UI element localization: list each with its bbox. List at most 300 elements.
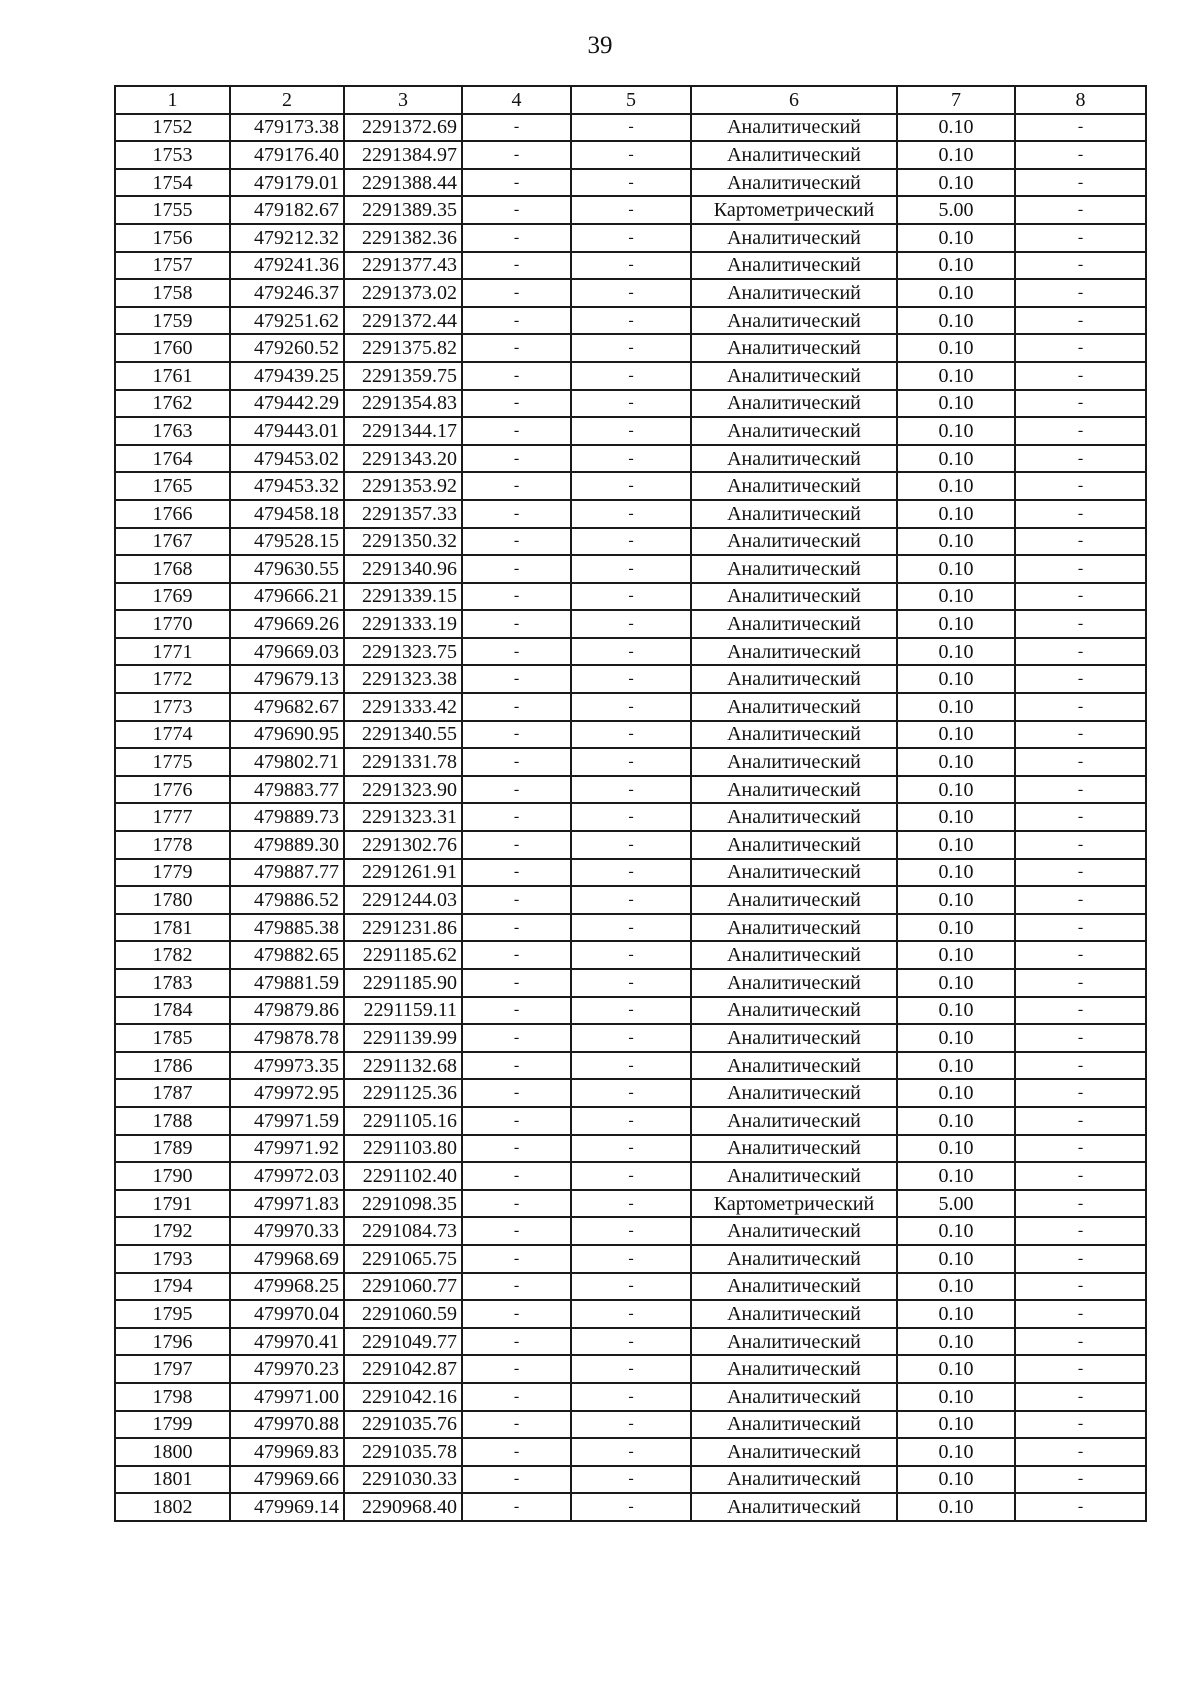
cell-method: Аналитический — [691, 224, 897, 252]
cell-x-coordinate: 479443.01 — [230, 417, 344, 445]
cell-point-number: 1782 — [115, 941, 230, 969]
cell-col-8: - — [1015, 1493, 1146, 1521]
cell-method: Аналитический — [691, 748, 897, 776]
cell-method: Аналитический — [691, 803, 897, 831]
cell-col-8: - — [1015, 748, 1146, 776]
cell-x-coordinate: 479889.30 — [230, 831, 344, 859]
cell-method: Аналитический — [691, 417, 897, 445]
cell-method: Аналитический — [691, 1328, 897, 1356]
cell-method: Аналитический — [691, 831, 897, 859]
table-body — [115, 114, 1146, 1521]
cell-y-coordinate: 2291323.90 — [344, 776, 462, 804]
cell-method: Аналитический — [691, 1162, 897, 1190]
cell-method: Аналитический — [691, 362, 897, 390]
cell-method: Аналитический — [691, 1273, 897, 1301]
cell-col-4: - — [462, 610, 571, 638]
cell-col-4: - — [462, 1079, 571, 1107]
cell-accuracy: 0.10 — [897, 1383, 1015, 1411]
cell-col-5: - — [571, 1217, 691, 1245]
table-row — [115, 1190, 1146, 1218]
cell-col-5: - — [571, 1383, 691, 1411]
cell-accuracy: 0.10 — [897, 417, 1015, 445]
cell-method: Аналитический — [691, 169, 897, 197]
cell-col-8: - — [1015, 1024, 1146, 1052]
cell-accuracy: 0.10 — [897, 1411, 1015, 1439]
cell-col-5: - — [571, 224, 691, 252]
cell-accuracy: 0.10 — [897, 1024, 1015, 1052]
cell-y-coordinate: 2291102.40 — [344, 1162, 462, 1190]
cell-col-8: - — [1015, 1355, 1146, 1383]
cell-accuracy: 0.10 — [897, 914, 1015, 942]
cell-col-8: - — [1015, 914, 1146, 942]
cell-col-8: - — [1015, 1411, 1146, 1439]
cell-accuracy: 0.10 — [897, 334, 1015, 362]
cell-point-number: 1765 — [115, 472, 230, 500]
cell-point-number: 1764 — [115, 445, 230, 473]
table-row — [115, 1245, 1146, 1273]
cell-y-coordinate: 2291333.19 — [344, 610, 462, 638]
cell-point-number: 1756 — [115, 224, 230, 252]
cell-col-8: - — [1015, 362, 1146, 390]
cell-accuracy: 0.10 — [897, 307, 1015, 335]
cell-y-coordinate: 2291159.11 — [344, 997, 462, 1025]
cell-col-5: - — [571, 1438, 691, 1466]
cell-col-5: - — [571, 1328, 691, 1356]
cell-col-5: - — [571, 886, 691, 914]
cell-col-5: - — [571, 334, 691, 362]
table-row — [115, 362, 1146, 390]
cell-method: Аналитический — [691, 1052, 897, 1080]
cell-method: Аналитический — [691, 665, 897, 693]
cell-col-4: - — [462, 583, 571, 611]
cell-accuracy: 5.00 — [897, 1190, 1015, 1218]
cell-col-8: - — [1015, 1245, 1146, 1273]
cell-col-4: - — [462, 362, 571, 390]
table-row — [115, 1383, 1146, 1411]
cell-accuracy: 0.10 — [897, 528, 1015, 556]
column-header-8: 8 — [1015, 86, 1146, 114]
cell-col-5: - — [571, 583, 691, 611]
cell-x-coordinate: 479881.59 — [230, 969, 344, 997]
table-row — [115, 997, 1146, 1025]
cell-method: Аналитический — [691, 141, 897, 169]
table-row — [115, 1052, 1146, 1080]
cell-x-coordinate: 479971.92 — [230, 1135, 344, 1163]
cell-accuracy: 0.10 — [897, 445, 1015, 473]
cell-accuracy: 0.10 — [897, 997, 1015, 1025]
cell-col-4: - — [462, 1466, 571, 1494]
cell-x-coordinate: 479442.29 — [230, 390, 344, 418]
cell-accuracy: 0.10 — [897, 748, 1015, 776]
cell-y-coordinate: 2291231.86 — [344, 914, 462, 942]
cell-col-8: - — [1015, 224, 1146, 252]
cell-y-coordinate: 2291343.20 — [344, 445, 462, 473]
cell-method: Аналитический — [691, 914, 897, 942]
cell-point-number: 1778 — [115, 831, 230, 859]
cell-point-number: 1786 — [115, 1052, 230, 1080]
cell-y-coordinate: 2291323.75 — [344, 638, 462, 666]
cell-accuracy: 0.10 — [897, 583, 1015, 611]
cell-x-coordinate: 479879.86 — [230, 997, 344, 1025]
cell-x-coordinate: 479972.95 — [230, 1079, 344, 1107]
cell-x-coordinate: 479439.25 — [230, 362, 344, 390]
cell-x-coordinate: 479971.59 — [230, 1107, 344, 1135]
cell-y-coordinate: 2291035.78 — [344, 1438, 462, 1466]
cell-point-number: 1775 — [115, 748, 230, 776]
cell-col-8: - — [1015, 196, 1146, 224]
cell-col-5: - — [571, 1411, 691, 1439]
cell-col-8: - — [1015, 665, 1146, 693]
cell-y-coordinate: 2291372.44 — [344, 307, 462, 335]
table-row — [115, 1300, 1146, 1328]
cell-y-coordinate: 2291373.02 — [344, 279, 462, 307]
cell-point-number: 1771 — [115, 638, 230, 666]
cell-col-5: - — [571, 279, 691, 307]
cell-x-coordinate: 479972.03 — [230, 1162, 344, 1190]
cell-x-coordinate: 479251.62 — [230, 307, 344, 335]
cell-method: Аналитический — [691, 969, 897, 997]
cell-col-8: - — [1015, 1217, 1146, 1245]
cell-y-coordinate: 2291354.83 — [344, 390, 462, 418]
cell-x-coordinate: 479179.01 — [230, 169, 344, 197]
table-row — [115, 390, 1146, 418]
cell-point-number: 1779 — [115, 859, 230, 887]
coordinates-table — [114, 85, 1147, 1522]
cell-col-5: - — [571, 831, 691, 859]
cell-col-4: - — [462, 528, 571, 556]
cell-col-8: - — [1015, 169, 1146, 197]
cell-x-coordinate: 479883.77 — [230, 776, 344, 804]
cell-accuracy: 0.10 — [897, 1217, 1015, 1245]
table-row — [115, 914, 1146, 942]
table-row — [115, 224, 1146, 252]
cell-accuracy: 0.10 — [897, 610, 1015, 638]
cell-method: Аналитический — [691, 114, 897, 142]
cell-y-coordinate: 2291353.92 — [344, 472, 462, 500]
cell-point-number: 1770 — [115, 610, 230, 638]
cell-y-coordinate: 2291333.42 — [344, 693, 462, 721]
cell-y-coordinate: 2291261.91 — [344, 859, 462, 887]
table-row — [115, 665, 1146, 693]
cell-col-8: - — [1015, 721, 1146, 749]
table-row — [115, 610, 1146, 638]
cell-y-coordinate: 2291382.36 — [344, 224, 462, 252]
cell-y-coordinate: 2291350.32 — [344, 528, 462, 556]
cell-x-coordinate: 479973.35 — [230, 1052, 344, 1080]
cell-x-coordinate: 479970.41 — [230, 1328, 344, 1356]
cell-y-coordinate: 2291344.17 — [344, 417, 462, 445]
cell-col-4: - — [462, 1273, 571, 1301]
cell-point-number: 1761 — [115, 362, 230, 390]
cell-method: Аналитический — [691, 1245, 897, 1273]
cell-accuracy: 0.10 — [897, 390, 1015, 418]
cell-x-coordinate: 479458.18 — [230, 500, 344, 528]
cell-col-4: - — [462, 1052, 571, 1080]
cell-y-coordinate: 2291377.43 — [344, 252, 462, 280]
cell-point-number: 1755 — [115, 196, 230, 224]
cell-col-5: - — [571, 1052, 691, 1080]
cell-col-4: - — [462, 334, 571, 362]
cell-y-coordinate: 2291132.68 — [344, 1052, 462, 1080]
cell-col-8: - — [1015, 610, 1146, 638]
cell-col-8: - — [1015, 941, 1146, 969]
table-row — [115, 252, 1146, 280]
cell-y-coordinate: 2291065.75 — [344, 1245, 462, 1273]
cell-col-5: - — [571, 252, 691, 280]
cell-col-5: - — [571, 417, 691, 445]
cell-point-number: 1773 — [115, 693, 230, 721]
cell-accuracy: 0.10 — [897, 1328, 1015, 1356]
cell-col-8: - — [1015, 1383, 1146, 1411]
cell-col-8: - — [1015, 114, 1146, 142]
cell-x-coordinate: 479802.71 — [230, 748, 344, 776]
cell-x-coordinate: 479968.69 — [230, 1245, 344, 1273]
cell-accuracy: 0.10 — [897, 1273, 1015, 1301]
cell-x-coordinate: 479878.78 — [230, 1024, 344, 1052]
cell-point-number: 1792 — [115, 1217, 230, 1245]
cell-method: Аналитический — [691, 334, 897, 362]
table-row — [115, 638, 1146, 666]
cell-col-8: - — [1015, 1107, 1146, 1135]
cell-x-coordinate: 479970.23 — [230, 1355, 344, 1383]
cell-method: Аналитический — [691, 1079, 897, 1107]
cell-col-4: - — [462, 445, 571, 473]
table-row — [115, 1024, 1146, 1052]
cell-y-coordinate: 2291302.76 — [344, 831, 462, 859]
cell-col-4: - — [462, 1135, 571, 1163]
cell-x-coordinate: 479453.02 — [230, 445, 344, 473]
cell-x-coordinate: 479173.38 — [230, 114, 344, 142]
cell-y-coordinate: 2291375.82 — [344, 334, 462, 362]
cell-point-number: 1794 — [115, 1273, 230, 1301]
cell-method: Аналитический — [691, 859, 897, 887]
cell-col-8: - — [1015, 417, 1146, 445]
column-header-5: 5 — [571, 86, 691, 114]
cell-col-4: - — [462, 1024, 571, 1052]
table-row — [115, 279, 1146, 307]
cell-accuracy: 0.10 — [897, 500, 1015, 528]
table-header-row — [115, 86, 1146, 114]
table-row — [115, 196, 1146, 224]
cell-col-8: - — [1015, 1328, 1146, 1356]
cell-col-8: - — [1015, 803, 1146, 831]
table-row — [115, 941, 1146, 969]
column-header-4: 4 — [462, 86, 571, 114]
cell-method: Аналитический — [691, 528, 897, 556]
cell-col-5: - — [571, 1190, 691, 1218]
cell-col-8: - — [1015, 1079, 1146, 1107]
cell-accuracy: 0.10 — [897, 803, 1015, 831]
cell-x-coordinate: 479969.66 — [230, 1466, 344, 1494]
cell-x-coordinate: 479682.67 — [230, 693, 344, 721]
cell-method: Аналитический — [691, 252, 897, 280]
cell-point-number: 1787 — [115, 1079, 230, 1107]
table-row — [115, 1493, 1146, 1521]
cell-point-number: 1768 — [115, 555, 230, 583]
cell-col-5: - — [571, 803, 691, 831]
cell-accuracy: 0.10 — [897, 1493, 1015, 1521]
cell-point-number: 1760 — [115, 334, 230, 362]
table-row — [115, 831, 1146, 859]
cell-col-4: - — [462, 914, 571, 942]
cell-col-4: - — [462, 196, 571, 224]
cell-accuracy: 0.10 — [897, 555, 1015, 583]
cell-y-coordinate: 2291185.90 — [344, 969, 462, 997]
cell-col-5: - — [571, 1162, 691, 1190]
page-number: 39 — [587, 32, 613, 59]
cell-method: Аналитический — [691, 307, 897, 335]
cell-accuracy: 0.10 — [897, 252, 1015, 280]
cell-accuracy: 0.10 — [897, 1107, 1015, 1135]
table-row — [115, 445, 1146, 473]
cell-col-8: - — [1015, 1162, 1146, 1190]
cell-accuracy: 0.10 — [897, 279, 1015, 307]
cell-x-coordinate: 479969.14 — [230, 1493, 344, 1521]
cell-col-4: - — [462, 831, 571, 859]
table-row — [115, 748, 1146, 776]
cell-col-5: - — [571, 555, 691, 583]
cell-accuracy: 0.10 — [897, 638, 1015, 666]
cell-col-4: - — [462, 252, 571, 280]
cell-y-coordinate: 2291030.33 — [344, 1466, 462, 1494]
cell-point-number: 1785 — [115, 1024, 230, 1052]
cell-col-4: - — [462, 886, 571, 914]
cell-y-coordinate: 2290968.40 — [344, 1493, 462, 1521]
cell-col-5: - — [571, 969, 691, 997]
cell-col-5: - — [571, 1355, 691, 1383]
cell-col-8: - — [1015, 1052, 1146, 1080]
cell-method: Аналитический — [691, 1300, 897, 1328]
column-header-7: 7 — [897, 86, 1015, 114]
cell-accuracy: 0.10 — [897, 169, 1015, 197]
cell-col-5: - — [571, 169, 691, 197]
cell-col-8: - — [1015, 886, 1146, 914]
cell-col-4: - — [462, 307, 571, 335]
cell-col-8: - — [1015, 555, 1146, 583]
table-row — [115, 1135, 1146, 1163]
cell-col-4: - — [462, 141, 571, 169]
cell-accuracy: 0.10 — [897, 362, 1015, 390]
cell-point-number: 1757 — [115, 252, 230, 280]
cell-col-5: - — [571, 528, 691, 556]
cell-point-number: 1797 — [115, 1355, 230, 1383]
table-row — [115, 141, 1146, 169]
cell-method: Аналитический — [691, 472, 897, 500]
cell-x-coordinate: 479241.36 — [230, 252, 344, 280]
cell-point-number: 1791 — [115, 1190, 230, 1218]
cell-col-8: - — [1015, 1466, 1146, 1494]
cell-y-coordinate: 2291244.03 — [344, 886, 462, 914]
cell-point-number: 1752 — [115, 114, 230, 142]
cell-method: Аналитический — [691, 886, 897, 914]
cell-method: Картометрический — [691, 196, 897, 224]
cell-point-number: 1790 — [115, 1162, 230, 1190]
table-row — [115, 1107, 1146, 1135]
cell-y-coordinate: 2291185.62 — [344, 941, 462, 969]
cell-col-8: - — [1015, 831, 1146, 859]
cell-y-coordinate: 2291323.31 — [344, 803, 462, 831]
cell-accuracy: 0.10 — [897, 969, 1015, 997]
cell-y-coordinate: 2291339.15 — [344, 583, 462, 611]
cell-y-coordinate: 2291042.16 — [344, 1383, 462, 1411]
cell-col-4: - — [462, 1217, 571, 1245]
cell-col-8: - — [1015, 583, 1146, 611]
cell-col-5: - — [571, 721, 691, 749]
cell-accuracy: 0.10 — [897, 665, 1015, 693]
table-row — [115, 334, 1146, 362]
cell-x-coordinate: 479886.52 — [230, 886, 344, 914]
cell-col-5: - — [571, 610, 691, 638]
cell-point-number: 1796 — [115, 1328, 230, 1356]
cell-point-number: 1777 — [115, 803, 230, 831]
cell-method: Аналитический — [691, 776, 897, 804]
cell-x-coordinate: 479889.73 — [230, 803, 344, 831]
cell-accuracy: 0.10 — [897, 1052, 1015, 1080]
column-header-3: 3 — [344, 86, 462, 114]
table-row — [115, 693, 1146, 721]
cell-accuracy: 0.10 — [897, 776, 1015, 804]
cell-col-4: - — [462, 472, 571, 500]
cell-point-number: 1776 — [115, 776, 230, 804]
cell-y-coordinate: 2291035.76 — [344, 1411, 462, 1439]
column-header-6: 6 — [691, 86, 897, 114]
cell-x-coordinate: 479970.33 — [230, 1217, 344, 1245]
cell-y-coordinate: 2291384.97 — [344, 141, 462, 169]
cell-col-4: - — [462, 1162, 571, 1190]
cell-col-4: - — [462, 803, 571, 831]
cell-point-number: 1793 — [115, 1245, 230, 1273]
cell-y-coordinate: 2291323.38 — [344, 665, 462, 693]
table-row — [115, 1079, 1146, 1107]
cell-col-8: - — [1015, 859, 1146, 887]
cell-method: Аналитический — [691, 279, 897, 307]
cell-col-8: - — [1015, 638, 1146, 666]
cell-col-5: - — [571, 1466, 691, 1494]
cell-col-4: - — [462, 114, 571, 142]
cell-col-5: - — [571, 914, 691, 942]
cell-x-coordinate: 479971.00 — [230, 1383, 344, 1411]
cell-col-5: - — [571, 1245, 691, 1273]
cell-col-5: - — [571, 114, 691, 142]
cell-method: Аналитический — [691, 555, 897, 583]
cell-point-number: 1767 — [115, 528, 230, 556]
cell-x-coordinate: 479690.95 — [230, 721, 344, 749]
table-row — [115, 859, 1146, 887]
cell-x-coordinate: 479969.83 — [230, 1438, 344, 1466]
cell-col-8: - — [1015, 390, 1146, 418]
cell-col-4: - — [462, 390, 571, 418]
cell-col-8: - — [1015, 445, 1146, 473]
cell-y-coordinate: 2291372.69 — [344, 114, 462, 142]
column-header-1: 1 — [115, 86, 230, 114]
table-row — [115, 1162, 1146, 1190]
cell-x-coordinate: 479528.15 — [230, 528, 344, 556]
cell-col-5: - — [571, 1273, 691, 1301]
cell-col-4: - — [462, 1107, 571, 1135]
cell-point-number: 1780 — [115, 886, 230, 914]
cell-x-coordinate: 479970.88 — [230, 1411, 344, 1439]
cell-col-8: - — [1015, 1438, 1146, 1466]
cell-accuracy: 0.10 — [897, 1245, 1015, 1273]
cell-y-coordinate: 2291388.44 — [344, 169, 462, 197]
cell-method: Аналитический — [691, 1355, 897, 1383]
cell-method: Аналитический — [691, 1493, 897, 1521]
cell-x-coordinate: 479970.04 — [230, 1300, 344, 1328]
cell-col-4: - — [462, 941, 571, 969]
table-row — [115, 721, 1146, 749]
table-row — [115, 1328, 1146, 1356]
cell-col-8: - — [1015, 334, 1146, 362]
